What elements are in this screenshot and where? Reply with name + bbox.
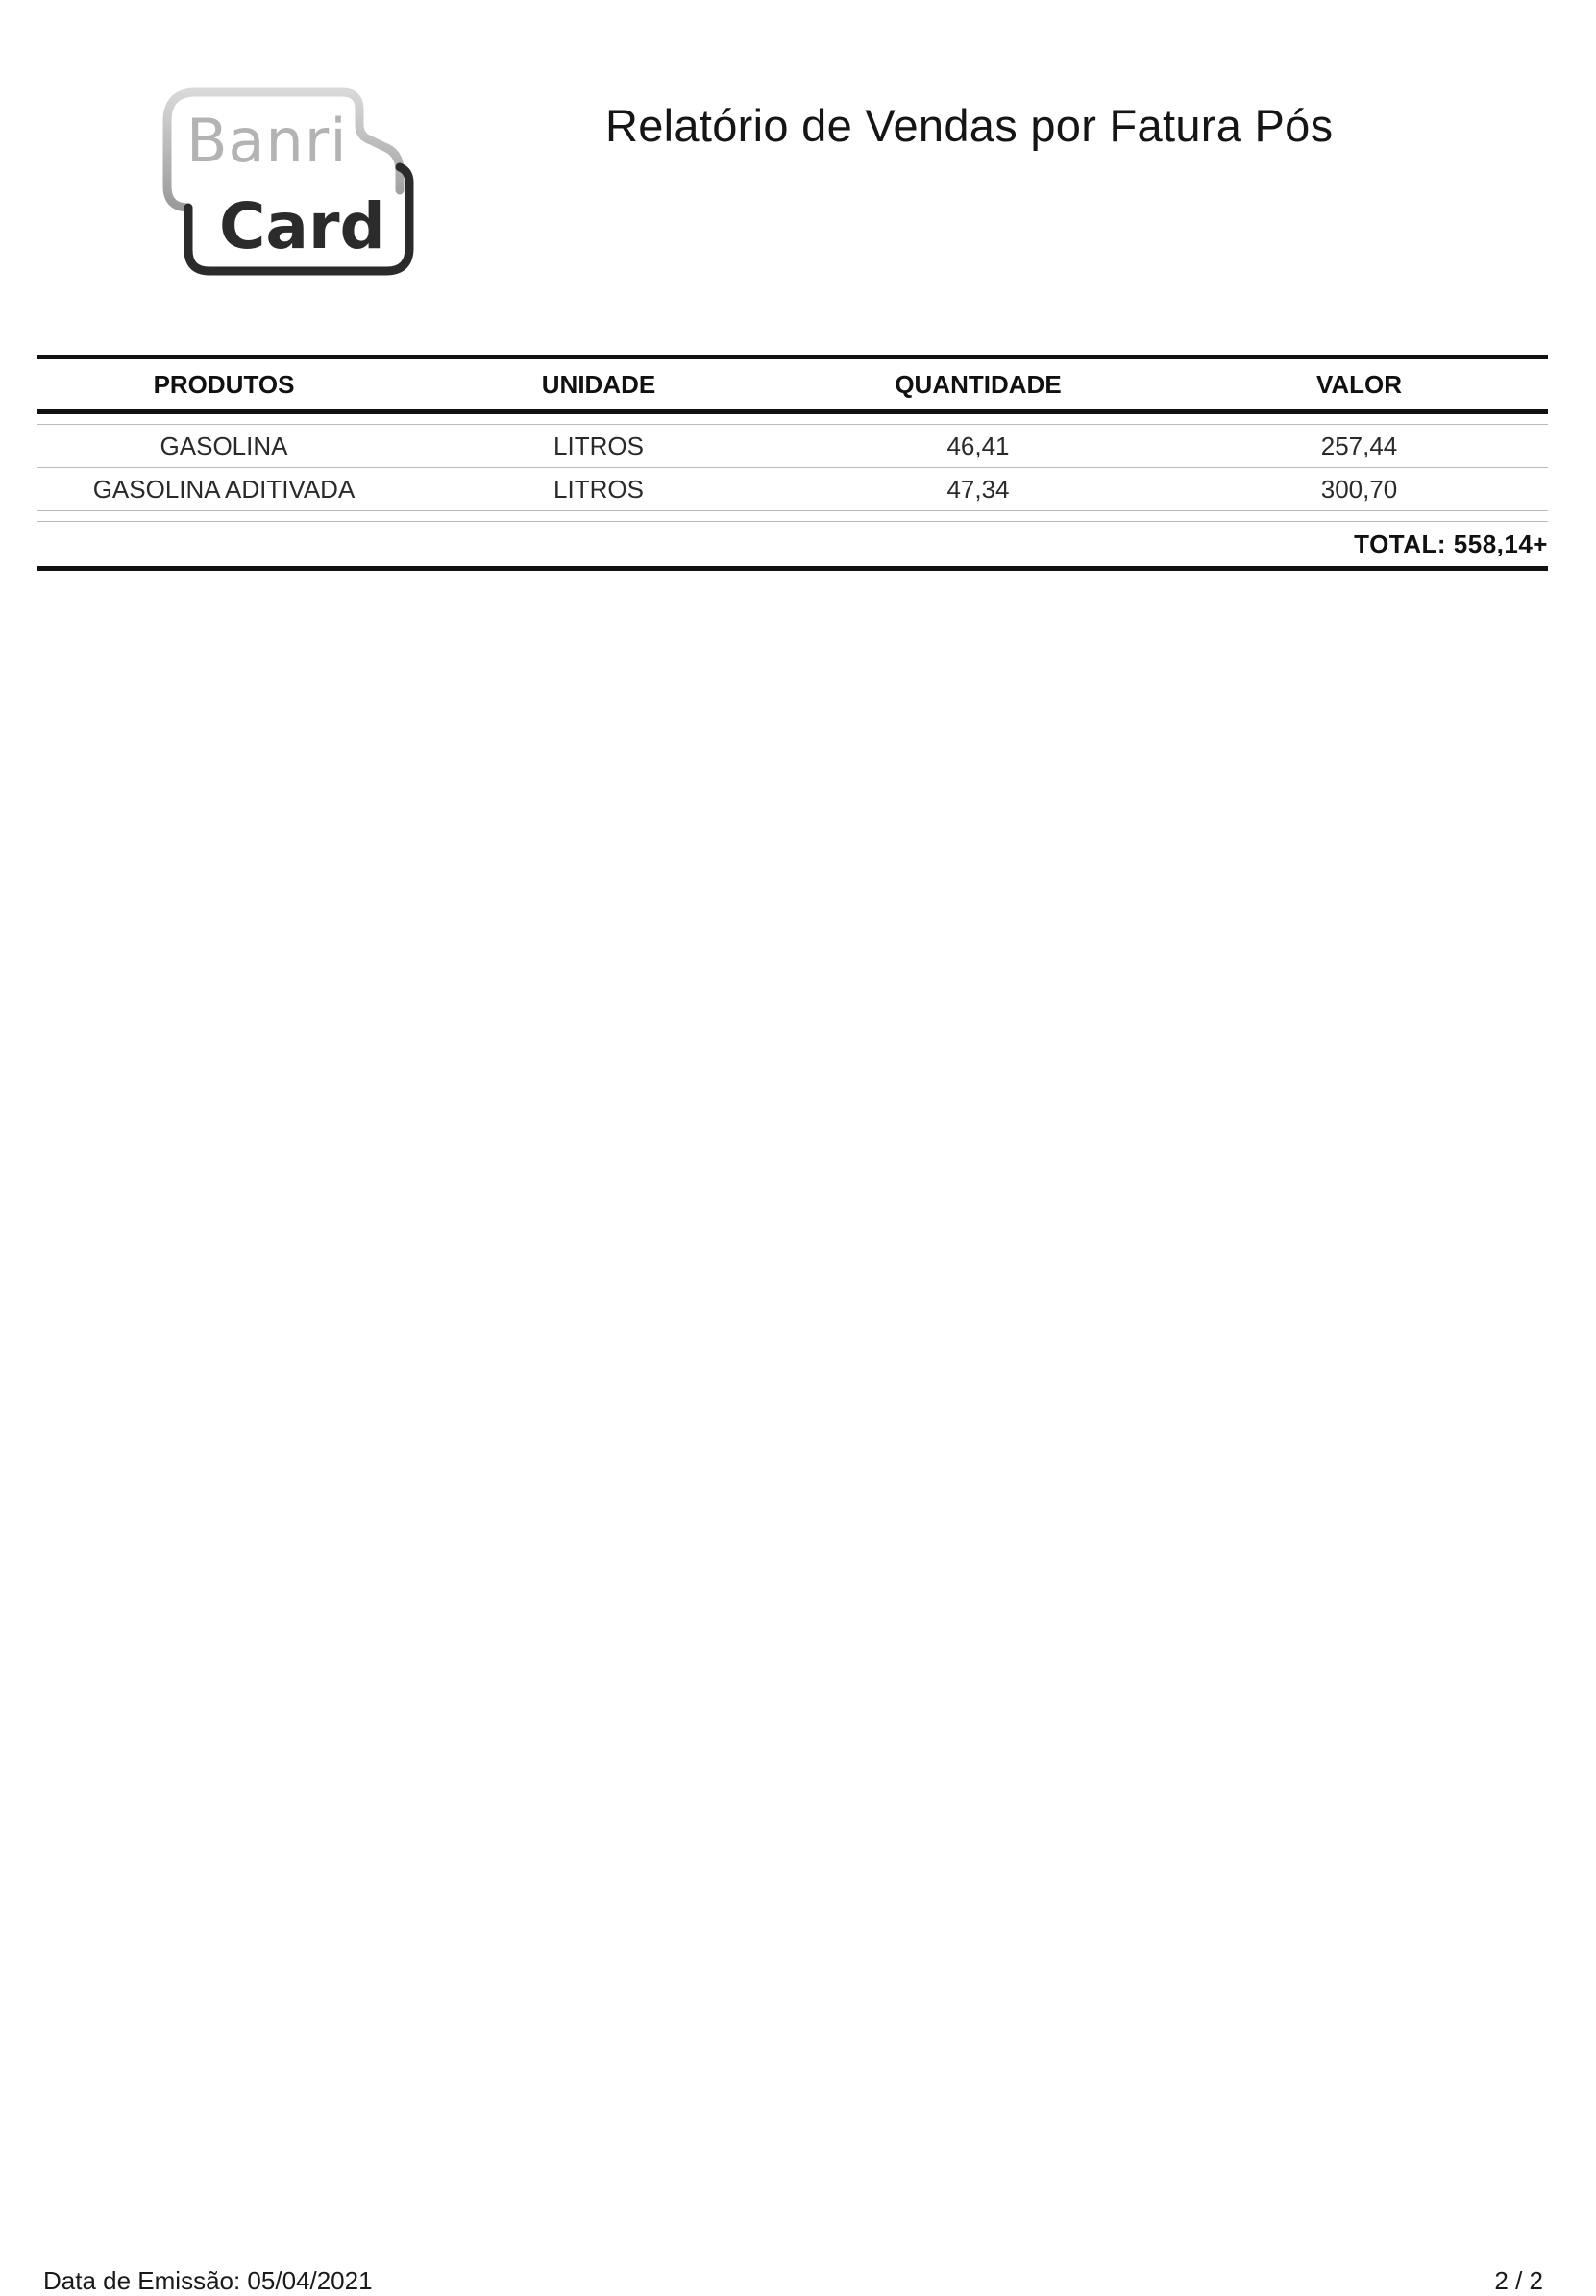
cell-produto: GASOLINA — [160, 431, 288, 460]
cell-unidade: LITROS — [553, 474, 644, 504]
cell-valor: 300,70 — [1320, 474, 1398, 504]
cell-quantidade: 46,41 — [946, 431, 1010, 460]
header-quantidade: QUANTIDADE — [895, 369, 1062, 399]
page-number: 2 / 2 — [1494, 2266, 1543, 2295]
header-produtos: PRODUTOS — [153, 369, 295, 399]
total-value: TOTAL: 558,14+ — [1354, 529, 1548, 558]
table-header-row — [37, 359, 1548, 409]
svg-text:Banri: Banri — [186, 106, 348, 176]
header-valor: VALOR — [1315, 369, 1403, 399]
row-divider — [37, 510, 1548, 511]
cell-unidade: LITROS — [553, 431, 644, 460]
table-row — [37, 468, 1548, 510]
svg-text:Card: Card — [219, 189, 385, 263]
banricard-logo — [160, 86, 419, 279]
cell-produto: GASOLINA ADITIVADA — [92, 474, 356, 504]
sales-table — [37, 355, 1548, 571]
header-bottom-rule — [37, 409, 1548, 414]
issue-date: Data de Emissão: 05/04/2021 — [43, 2266, 373, 2295]
total-row — [37, 522, 1548, 566]
cell-quantidade: 47,34 — [946, 474, 1010, 504]
table-bottom-rule — [37, 566, 1548, 571]
cell-valor: 257,44 — [1320, 431, 1398, 460]
report-title: Relatório de Vendas por Fatura Pós — [605, 100, 1334, 151]
table-row — [37, 425, 1548, 467]
header-unidade: UNIDADE — [541, 369, 656, 399]
